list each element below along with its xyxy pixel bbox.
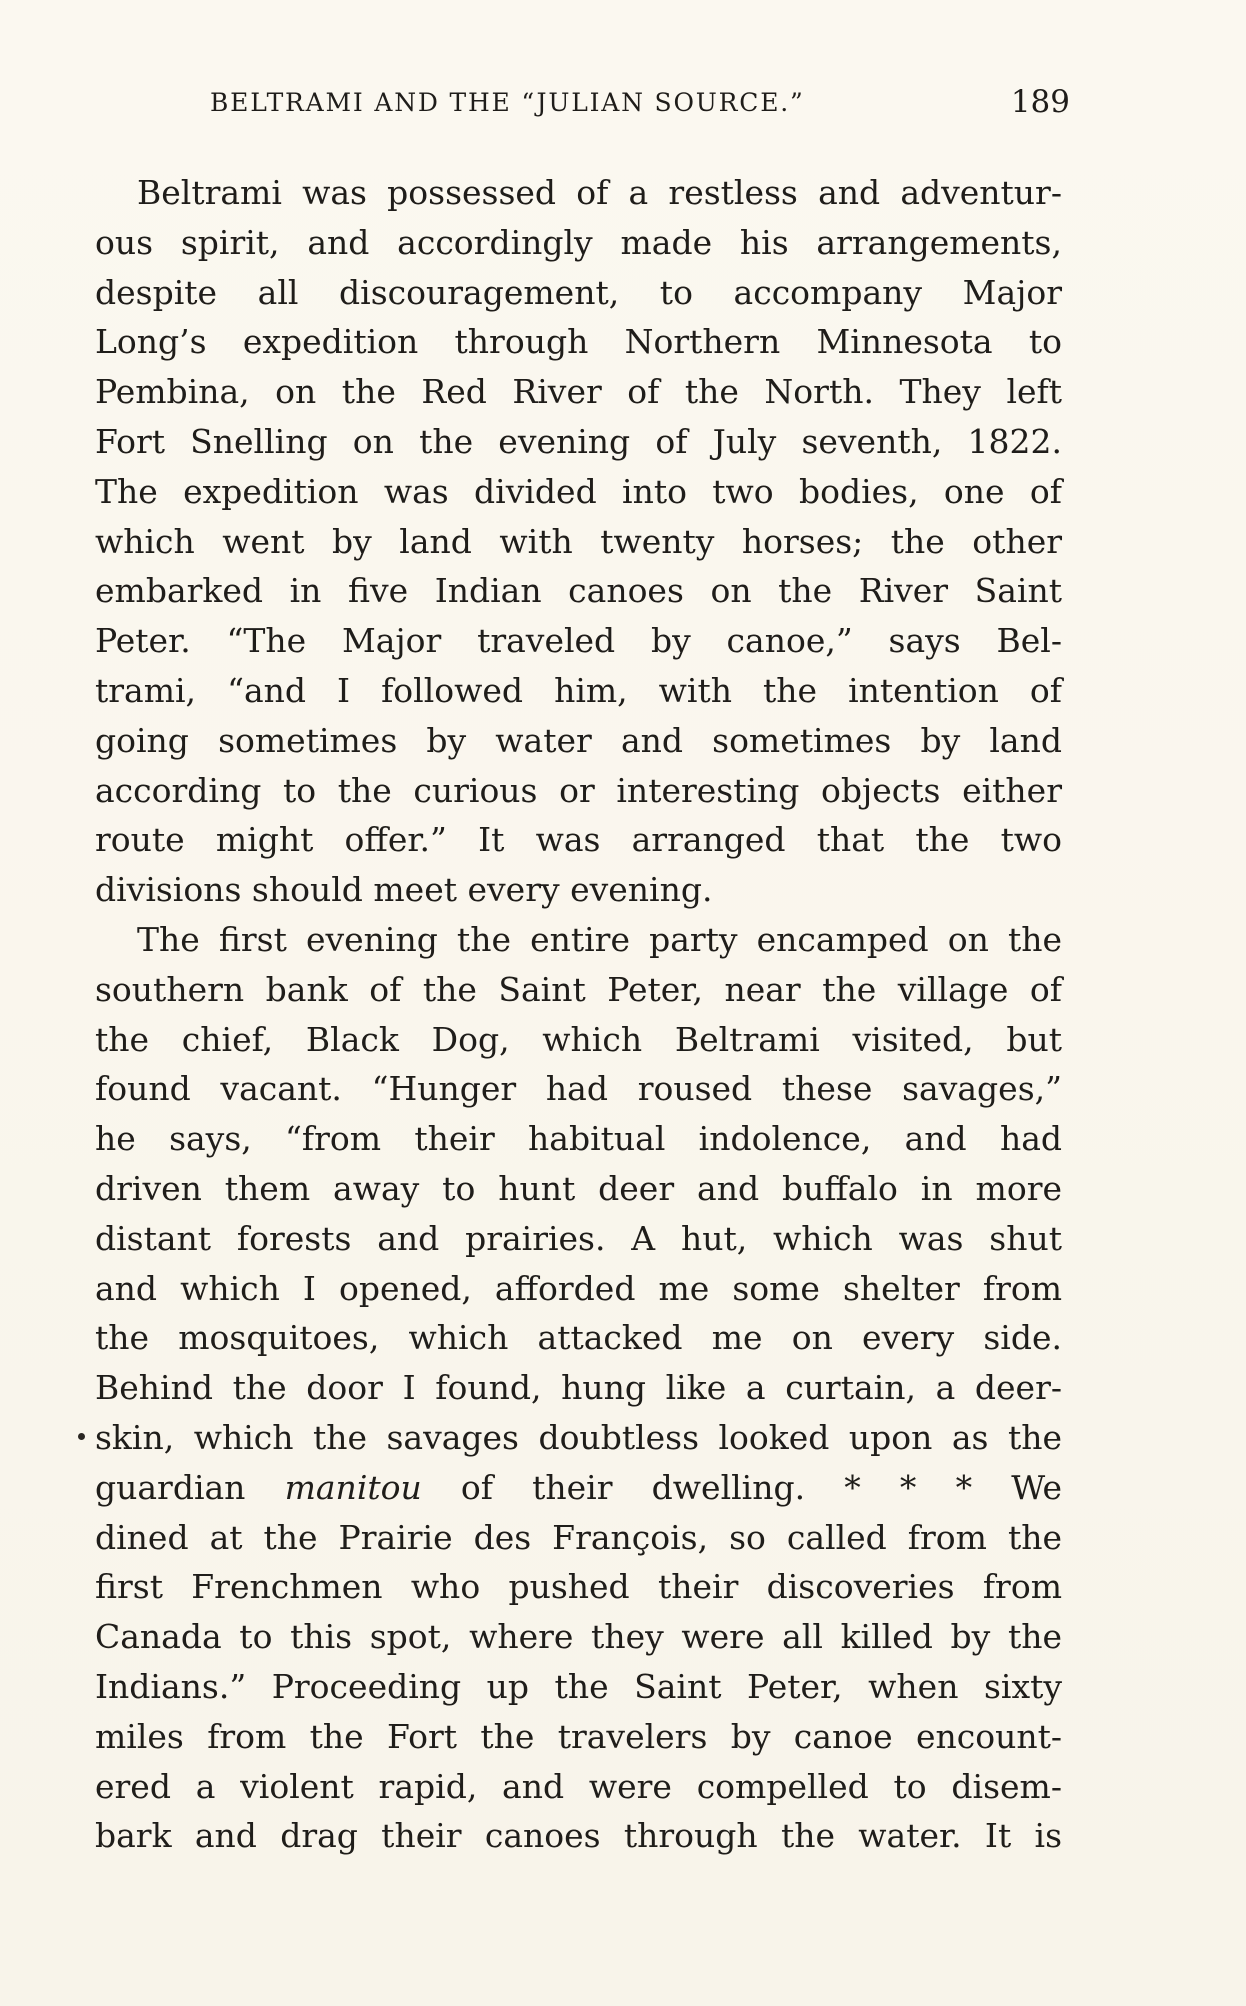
text-line: and which I opened, afforded me some shelter from	[95, 1268, 1062, 1308]
text-line: Peter. “The Major traveled by canoe,” says Bel-	[95, 621, 1062, 661]
text-segment: of their dwelling. * * * We	[421, 1467, 1062, 1507]
text-line: driven them away to hunt deer and buffalo in more	[95, 1168, 1062, 1208]
text-line: trami, “and I followed him, with the intention of	[95, 670, 1062, 710]
text-line: Long’s expedition through Northern Minnesota to	[95, 322, 1062, 362]
text-line: divisions should meet every evening.	[95, 870, 713, 910]
text-line: ered a violent rapid, and were compelled to disem-	[95, 1766, 1062, 1806]
running-head	[210, 84, 1070, 128]
text-line: Pembina, on the Red River of the North. They left	[95, 372, 1062, 412]
text-line: which went by land with twenty horses; the other	[95, 521, 1062, 561]
text-line: miles from the Fort the travelers by canoe encount-	[95, 1716, 1062, 1756]
text-line: first Frenchmen who pushed their discoveries from	[95, 1567, 1062, 1607]
text-line: Behind the door I found, hung like a curtain, a deer-	[95, 1368, 1062, 1408]
text-line: according to the curious or interesting objects either	[95, 770, 1062, 810]
text-line: going sometimes by water and sometimes by land	[95, 720, 1062, 760]
text-line: route might offer.” It was arranged that the two	[95, 820, 1062, 860]
text-line: ous spirit, and accordingly made his arrangements,	[95, 222, 1062, 262]
text-line: the mosquitoes, which attacked me on every side.	[95, 1318, 1062, 1358]
italic-word: manitou	[284, 1467, 422, 1507]
text-line	[95, 1413, 1062, 1463]
text-line: The first evening the entire party encamped on the	[137, 919, 1062, 959]
text-line-with-italic	[95, 1463, 1062, 1513]
text-line: Beltrami was possessed of a restless and adventur-	[137, 173, 1062, 212]
running-title: BELTRAMI AND THE “JULIAN SOURCE.”	[210, 88, 805, 117]
text-line: bark and drag their canoes through the water. It is	[95, 1816, 1062, 1856]
margin-mark	[78, 1433, 85, 1440]
text-line: Fort Snelling on the evening of July seventh, 1822.	[95, 421, 1062, 461]
page-number: 189	[1010, 84, 1070, 120]
text-line: he says, “from their habitual indolence, and had	[95, 1119, 1062, 1159]
text-segment: guardian	[95, 1467, 285, 1507]
text-line: Canada to this spot, where they were all killed by the	[95, 1617, 1062, 1657]
text-line: embarked in five Indian canoes on the River Saint	[95, 571, 1062, 611]
text-line: The expedition was divided into two bodies, one of	[95, 471, 1062, 511]
text-line: distant forests and prairies. A hut, which was shut	[95, 1218, 1062, 1258]
text-line: southern bank of the Saint Peter, near the village of	[95, 969, 1062, 1009]
text-line: found vacant. “Hunger had roused these savages,”	[95, 1069, 1062, 1109]
text-line-content: skin, which the savages doubtless looked upon as the	[95, 1417, 1062, 1457]
text-line: the chief, Black Dog, which Beltrami visited, but	[95, 1019, 1062, 1059]
text-line: Indians.” Proceeding up the Saint Peter, when sixty	[95, 1666, 1062, 1706]
text-line: despite all discouragement, to accompany Major	[95, 272, 1062, 312]
body-text	[95, 168, 1062, 1861]
text-line: dined at the Prairie des François, so called from the	[95, 1517, 1062, 1557]
